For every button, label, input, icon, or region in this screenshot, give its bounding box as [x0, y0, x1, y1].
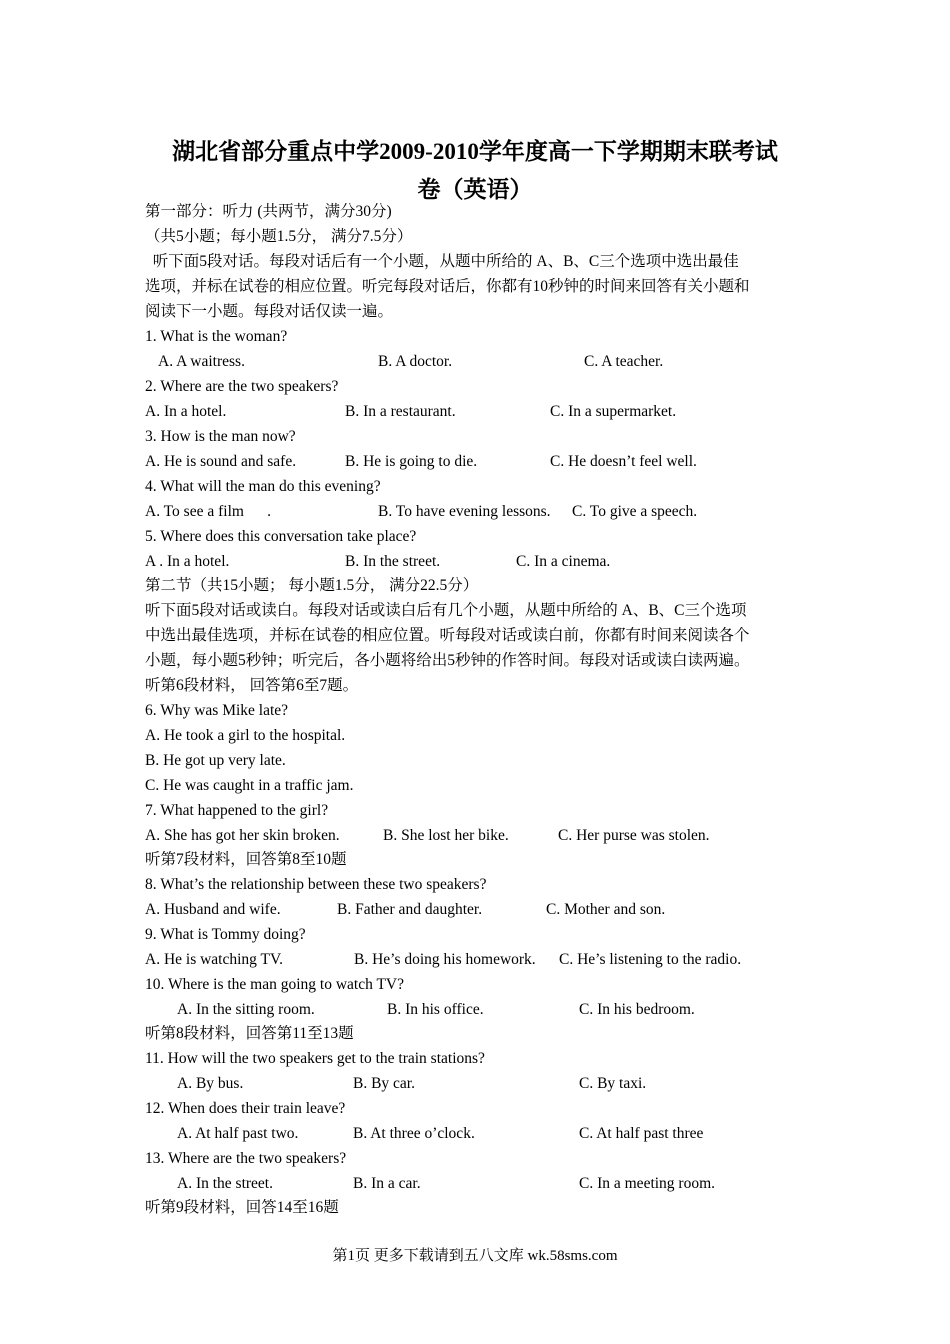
instructions-line: 中选出最佳选项，并标在试卷的相应位置。听每段对话或读白前，你都有时间来阅读各个: [145, 627, 750, 644]
option-a: A. At half past two.: [177, 1125, 299, 1142]
option-c: C. At half past three: [579, 1125, 704, 1142]
instructions-line: 听下面5段对话或读白。每段对话或读白后有几个小题，从题中所给的 A、B、C三个选项: [145, 602, 747, 619]
option-b: B. He’s doing his homework.: [354, 951, 536, 968]
option-b: B. To have evening lessons.: [378, 503, 551, 520]
option-a: A. In the street.: [177, 1175, 273, 1192]
options-row-9: [145, 947, 805, 972]
option-c: C. In a supermarket.: [550, 403, 677, 420]
option-b: B. He is going to die.: [345, 453, 478, 470]
option-a: A. In a hotel.: [145, 403, 227, 420]
question-2: 2. Where are the two speakers?: [145, 378, 339, 395]
instructions-line: 小题，每小题5秒钟；听完后，各小题将给出5秒钟的作答时间。每段对话或读白读两遍。: [145, 652, 750, 669]
options-row-11: [145, 1071, 805, 1096]
option-c: C. By taxi.: [579, 1075, 647, 1092]
instructions-line: 选项，并标在试卷的相应位置。听完每段对话后，你都有10秒钟的时间来回答有关小题和: [145, 278, 750, 295]
option-b: B. In his office.: [387, 1001, 484, 1018]
material-heading: 听第8段材料，回答第11至13题: [145, 1025, 354, 1042]
part1-heading: 第一部分：听力 (共两节，满分30分): [145, 203, 392, 220]
question-4: 4. What will the man do this evening?: [145, 478, 381, 495]
option-a: A . In a hotel.: [145, 553, 230, 570]
option-a: A. A waitress.: [158, 353, 245, 370]
instructions-line: 阅读下一小题。每段对话仅读一遍。: [145, 303, 394, 320]
option-b: B. At three o’clock.: [353, 1125, 475, 1142]
instructions-line: 听下面5段对话。每段对话后有一个小题，从题中所给的 A、B、C三个选项中选出最佳: [145, 253, 739, 270]
material-heading: 听第7段材料，回答第8至10题: [145, 851, 347, 868]
options-row-7: [145, 823, 805, 848]
options-row-5: [145, 549, 805, 574]
option-c: C. He’s listening to the radio.: [559, 951, 742, 968]
options-row-4: [145, 499, 805, 524]
question-8: 8. What’s the relationship between these two speakers?: [145, 876, 487, 893]
question-1: 1. What is the woman?: [145, 328, 288, 345]
option-c: C. Her purse was stolen.: [558, 827, 710, 844]
options-row-13: [145, 1171, 805, 1196]
options-row-12: [145, 1121, 805, 1146]
option-a: A. By bus.: [177, 1075, 244, 1092]
question-5: 5. Where does this conversation take place?: [145, 528, 417, 545]
option-c: C. Mother and son.: [546, 901, 666, 918]
option-b: B. In the street.: [345, 553, 441, 570]
option-c: C. A teacher.: [584, 353, 664, 370]
question-7: 7. What happened to the girl?: [145, 802, 329, 819]
section2-heading: 第二节（共15小题； 每小题1.5分， 满分22.5分）: [145, 577, 479, 594]
options-row-2: [145, 399, 805, 424]
page-title: [130, 133, 820, 209]
options-row-1: [145, 349, 805, 374]
option-b: B. Father and daughter.: [337, 901, 483, 918]
option-c: C. To give a speech.: [572, 503, 698, 520]
option-c: C. In his bedroom.: [579, 1001, 695, 1018]
question-6: 6. Why was Mike late?: [145, 702, 289, 719]
page-footer: 第1页 更多下载请到五八文库 wk.58sms.com: [332, 1248, 618, 1264]
question-12: 12. When does their train leave?: [145, 1100, 346, 1117]
option-a: A. Husband and wife.: [145, 901, 281, 918]
option-a: A. He took a girl to the hospital.: [145, 727, 346, 744]
option-a: A. He is watching TV.: [145, 951, 284, 968]
option-b: B. By car.: [353, 1075, 415, 1092]
option-a: A. In the sitting room.: [177, 1001, 315, 1018]
question-3: 3. How is the man now?: [145, 428, 296, 445]
option-b: B. In a restaurant.: [345, 403, 456, 420]
option-b: B. In a car.: [353, 1175, 421, 1192]
option-c: C. He doesn’t feel well.: [550, 453, 697, 470]
option-c: C. In a meeting room.: [579, 1175, 716, 1192]
options-row-8: [145, 897, 805, 922]
option-c: C. He was caught in a traffic jam.: [145, 777, 354, 794]
material-heading: 听第9段材料，回答14至16题: [145, 1199, 339, 1216]
material-heading: 听第6段材料， 回答第6至7题。: [145, 677, 359, 694]
options-row-10: [145, 997, 805, 1022]
option-b: B. He got up very late.: [145, 752, 286, 769]
question-9: 9. What is Tommy doing?: [145, 926, 306, 943]
title-line-2: 卷（英语）: [417, 177, 533, 202]
option-b: B. A doctor.: [378, 353, 453, 370]
question-13: 13. Where are the two speakers?: [145, 1150, 347, 1167]
section1-heading: （共5小题；每小题1.5分， 满分7.5分）: [145, 228, 413, 245]
option-a: A. She has got her skin broken.: [145, 827, 340, 844]
options-row-3: [145, 449, 805, 474]
title-line-1: 湖北省部分重点中学2009-2010学年度高一下学期期末联考试: [172, 139, 778, 164]
question-10: 10. Where is the man going to watch TV?: [145, 976, 404, 993]
option-b: B. She lost her bike.: [383, 827, 509, 844]
option-c: C. In a cinema.: [516, 553, 611, 570]
option-a: A. To see a film .: [145, 503, 272, 520]
option-a: A. He is sound and safe.: [145, 453, 297, 470]
question-11: 11. How will the two speakers get to the train stations?: [145, 1050, 485, 1067]
